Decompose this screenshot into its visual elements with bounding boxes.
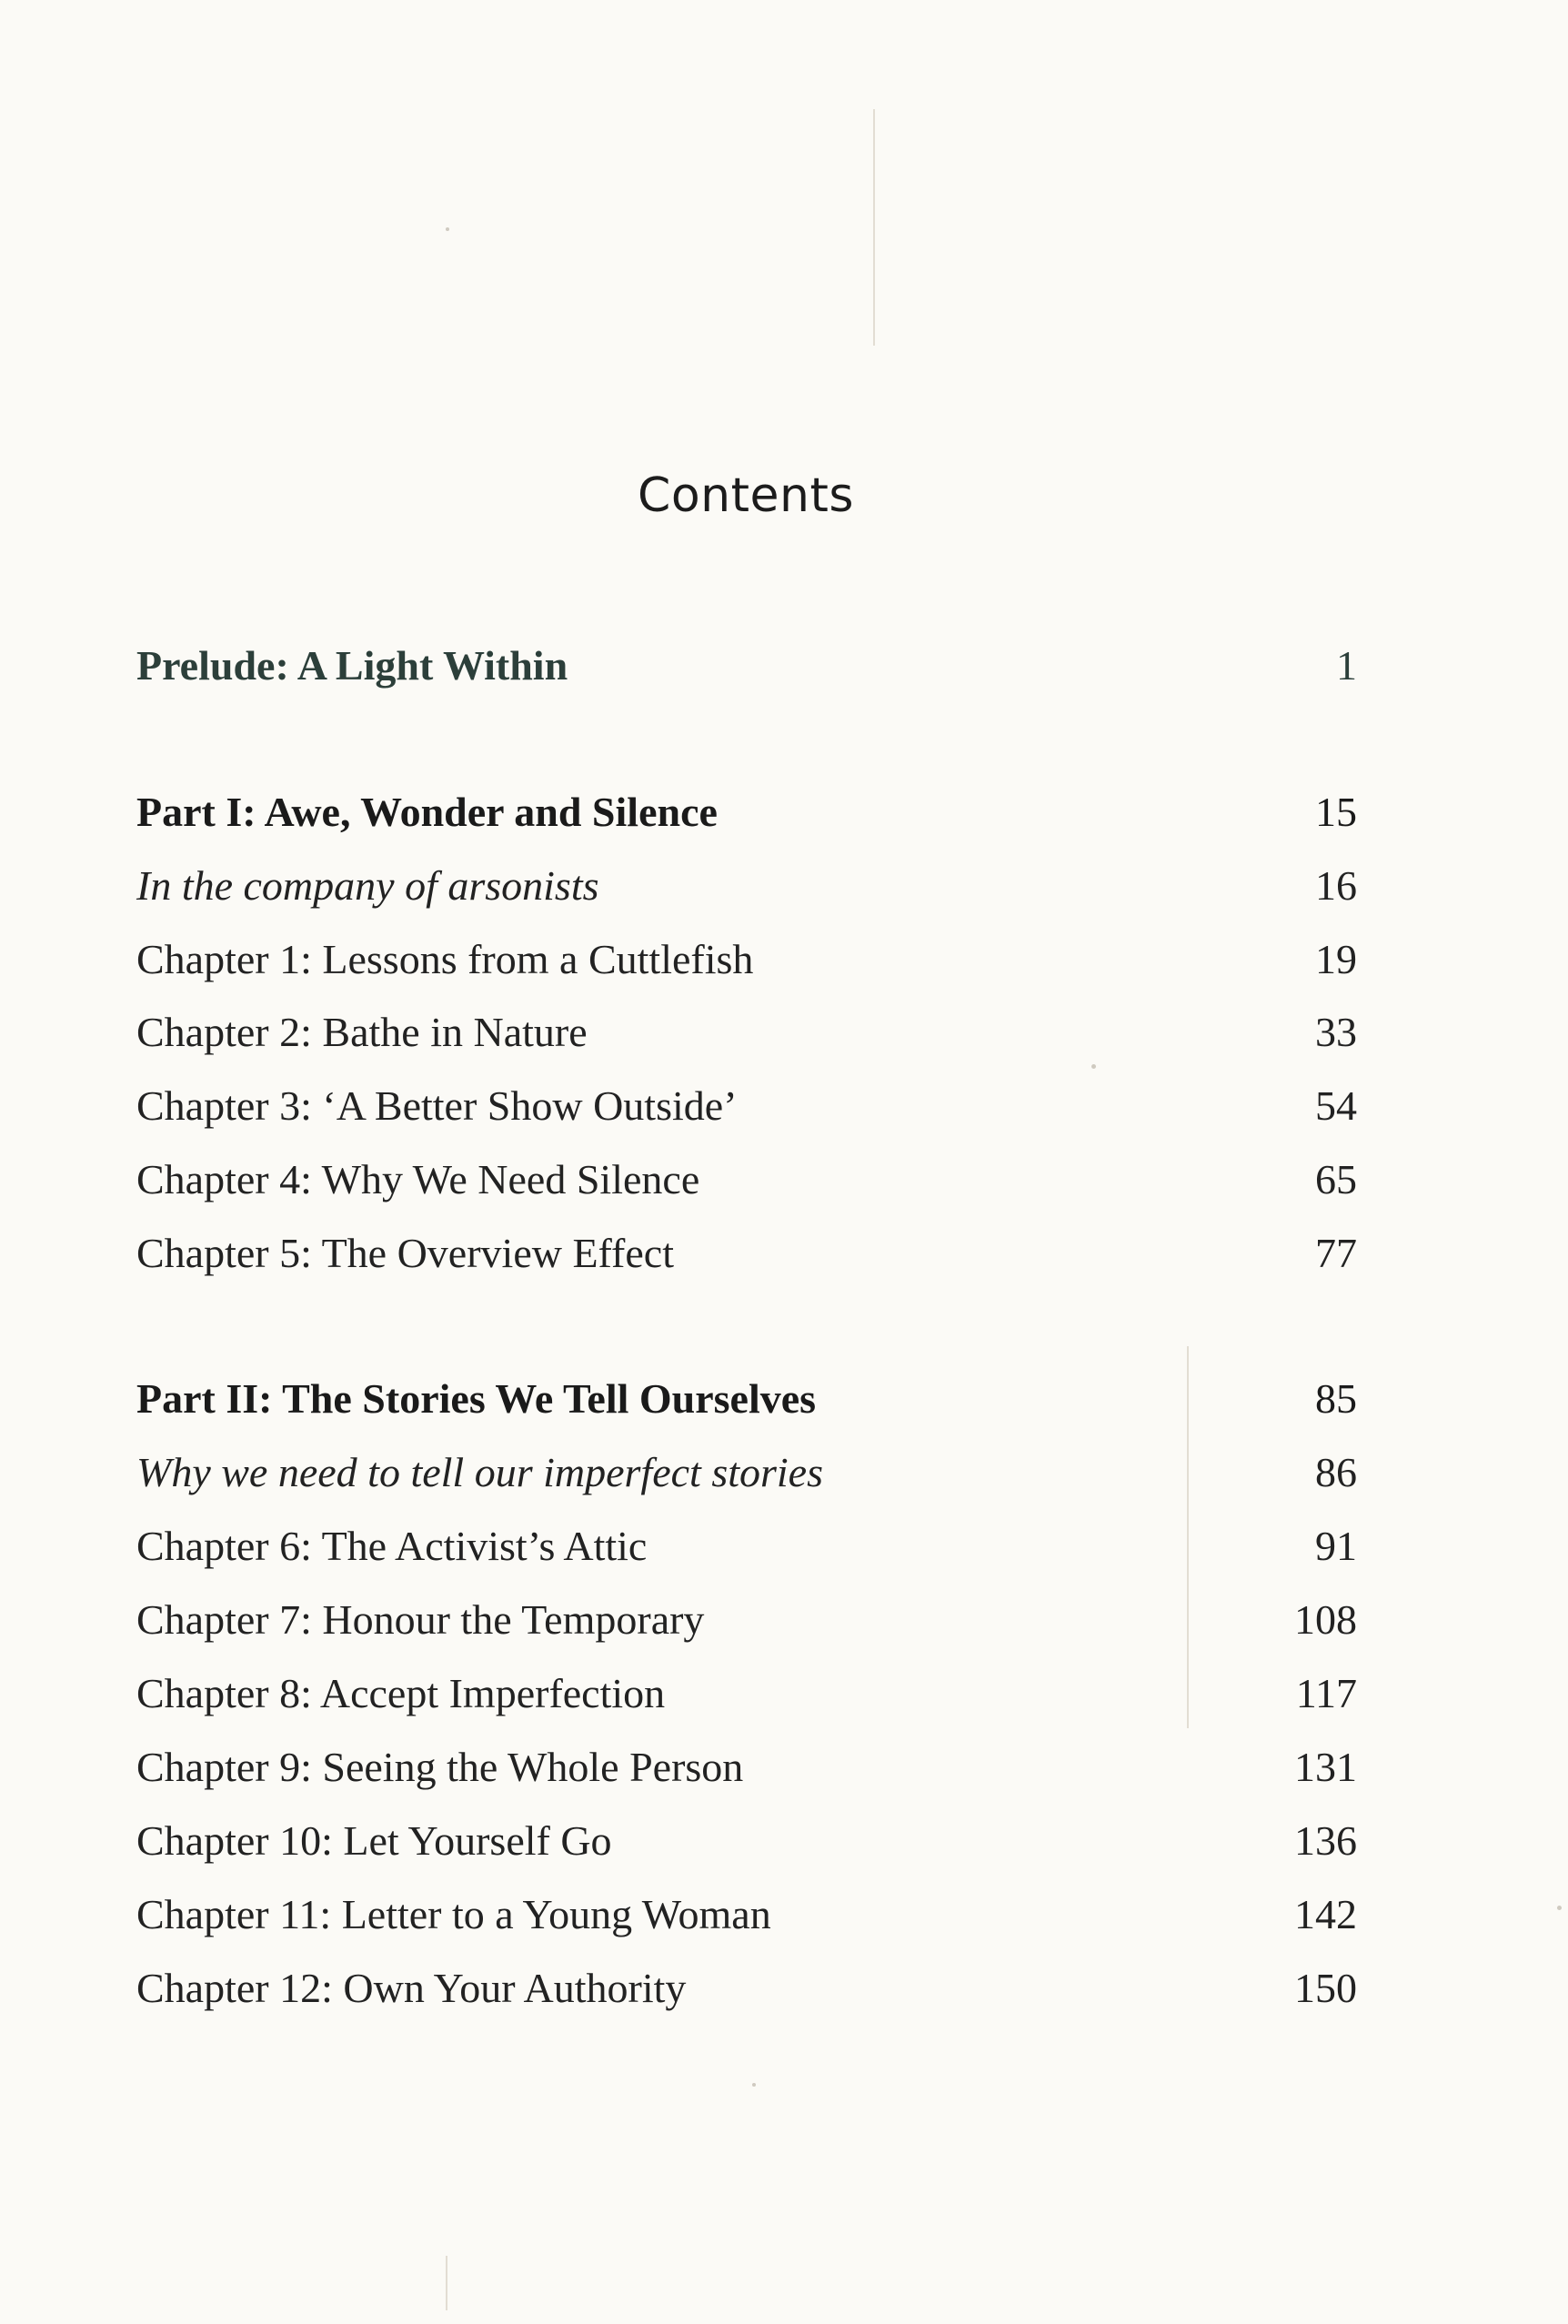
toc-entry-prelude	[136, 641, 1357, 705]
toc-entry-page: 65	[1315, 1156, 1357, 1202]
toc-entry-chapter	[136, 1082, 1357, 1145]
toc-entry-title: Prelude: A Light Within	[136, 642, 568, 689]
toc-entry-title: Why we need to tell our imperfect stories	[136, 1449, 824, 1495]
toc-entry-title: Chapter 9: Seeing the Whole Person	[136, 1744, 744, 1790]
paper-speck	[1557, 1906, 1562, 1910]
toc-entry-title: Chapter 4: Why We Need Silence	[136, 1156, 700, 1202]
toc-entry-page: 54	[1315, 1082, 1357, 1129]
toc-entry-chapter	[136, 1595, 1357, 1659]
toc-entry-title: Part II: The Stories We Tell Ourselves	[136, 1375, 817, 1422]
toc-entry-chapter	[136, 1890, 1357, 1954]
toc-entry-page: 136	[1294, 1817, 1357, 1864]
toc-entry-title: Chapter 6: The Activist’s Attic	[136, 1523, 648, 1569]
paper-speck	[446, 227, 449, 231]
toc-entry-page: 1	[1336, 642, 1357, 689]
toc-entry-title: Chapter 3: ‘A Better Show Outside’	[136, 1082, 738, 1129]
toc-entry-page: 91	[1315, 1523, 1357, 1569]
toc-entry-intro	[136, 1448, 1357, 1512]
toc-entry-title: Part I: Awe, Wonder and Silence	[136, 789, 718, 835]
toc-entry-page: 86	[1315, 1449, 1357, 1495]
toc-entry-title: In the company of arsonists	[136, 862, 599, 909]
toc-entry-page: 108	[1294, 1596, 1357, 1643]
page-title: Contents	[638, 468, 854, 523]
toc-entry-title: Chapter 11: Letter to a Young Woman	[136, 1891, 771, 1937]
toc-entry-title: Chapter 10: Let Yourself Go	[136, 1817, 612, 1864]
toc-entry-chapter	[136, 1743, 1357, 1806]
toc-entry-chapter	[136, 1964, 1357, 2027]
toc-entry-chapter	[136, 1669, 1357, 1733]
toc-entry-title: Chapter 2: Bathe in Nature	[136, 1009, 588, 1055]
toc-entry-page: 33	[1315, 1009, 1357, 1055]
page-crease-mark	[446, 2256, 447, 2310]
toc-entry-chapter	[136, 935, 1357, 999]
toc-entry-chapter	[136, 1522, 1357, 1585]
toc-entry-page: 15	[1315, 789, 1357, 835]
toc-entry-page: 16	[1315, 862, 1357, 909]
paper-speck	[752, 2083, 756, 2087]
toc-entry-chapter	[136, 1155, 1357, 1219]
toc-entry-chapter	[136, 1229, 1357, 1293]
toc-entry-title: Chapter 8: Accept Imperfection	[136, 1670, 666, 1716]
toc-entry-page: 85	[1315, 1375, 1357, 1422]
page-crease-mark	[873, 109, 875, 346]
toc-entry-page: 117	[1295, 1670, 1357, 1716]
toc-entry-page: 142	[1294, 1891, 1357, 1937]
toc-entry-title: Chapter 5: The Overview Effect	[136, 1230, 674, 1276]
toc-entry-chapter	[136, 1008, 1357, 1071]
toc-entry-title: Chapter 1: Lessons from a Cuttlefish	[136, 936, 754, 982]
toc-part-heading	[136, 788, 1357, 851]
toc-entry-page: 19	[1315, 936, 1357, 982]
toc-entry-chapter	[136, 1816, 1357, 1880]
toc-entry-page: 131	[1294, 1744, 1357, 1790]
toc-entry-page: 150	[1294, 1965, 1357, 2011]
toc-part-heading	[136, 1374, 1357, 1438]
toc-entry-title: Chapter 12: Own Your Authority	[136, 1965, 687, 2011]
toc-entry-intro	[136, 861, 1357, 925]
toc-entry-title: Chapter 7: Honour the Temporary	[136, 1596, 705, 1643]
toc-entry-page: 77	[1315, 1230, 1357, 1276]
